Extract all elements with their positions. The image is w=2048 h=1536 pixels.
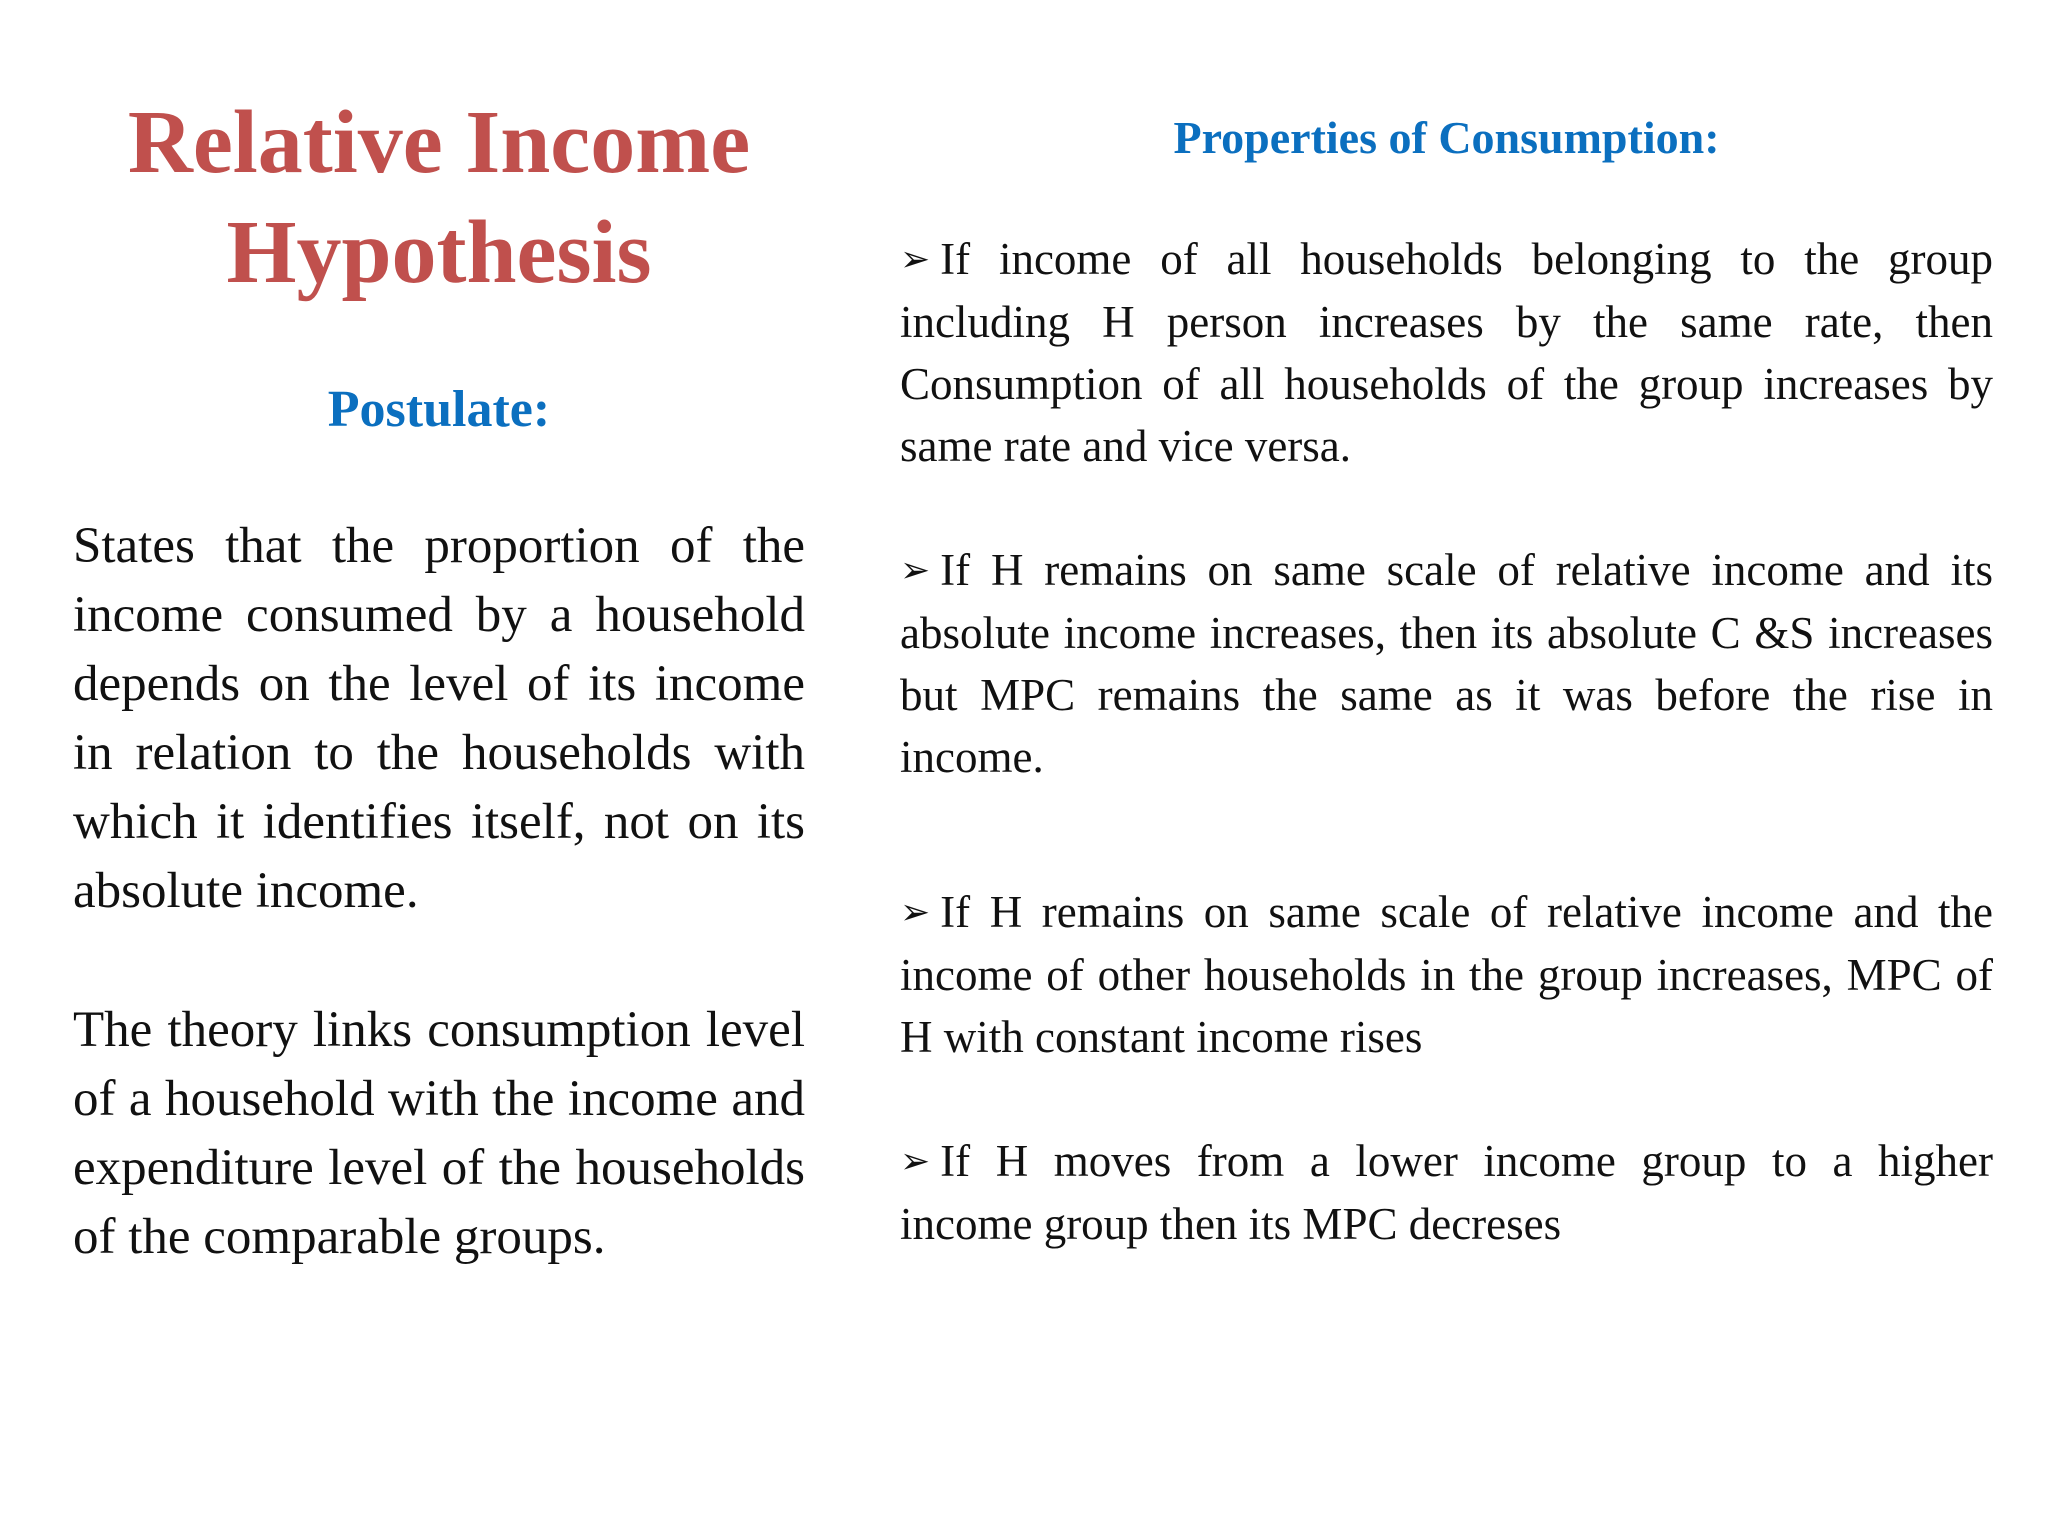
postulate-heading: Postulate: bbox=[327, 381, 551, 438]
postulate-paragraph-theory: The theory links consumption level of a household with the income and expenditure level of the households of the comparable groups. bbox=[73, 1002, 805, 1265]
property-text: If H remains on same scale of relative income and the income of other households in the group increases, MPC of H with constant income rises bbox=[900, 887, 1993, 1062]
arrow-bullet-icon: ➢ bbox=[900, 550, 931, 591]
property-item bbox=[900, 228, 1993, 477]
property-item bbox=[900, 539, 1993, 788]
left-column bbox=[73, 88, 805, 1272]
property-item bbox=[900, 1130, 1993, 1255]
property-text: If H moves from a lower income group to a higher income group then its MPC decreses bbox=[900, 1136, 1993, 1249]
arrow-bullet-icon: ➢ bbox=[900, 239, 931, 280]
property-text: If H remains on same scale of relative income and its absolute income increases, then its absolute C &S increases but MPC remains the same as it was before the rise in income. bbox=[900, 545, 1993, 782]
property-text: If income of all households belonging to the group including H person increases by the same rate, then Consumption of all households of the group increases by same rate and vice versa. bbox=[900, 234, 1993, 471]
page-title: Relative Income Hypothesis bbox=[127, 93, 751, 302]
arrow-bullet-icon: ➢ bbox=[900, 892, 931, 933]
arrow-bullet-icon: ➢ bbox=[900, 1141, 931, 1182]
postulate-paragraph-definition: States that the proportion of the income consumed by a household depends on the level of its income in relation to the households with which it identifies itself, not on its absolute income. bbox=[73, 518, 805, 919]
right-column bbox=[900, 110, 1993, 1255]
properties-heading: Properties of Consumption: bbox=[1173, 112, 1720, 163]
property-item bbox=[900, 881, 1993, 1068]
